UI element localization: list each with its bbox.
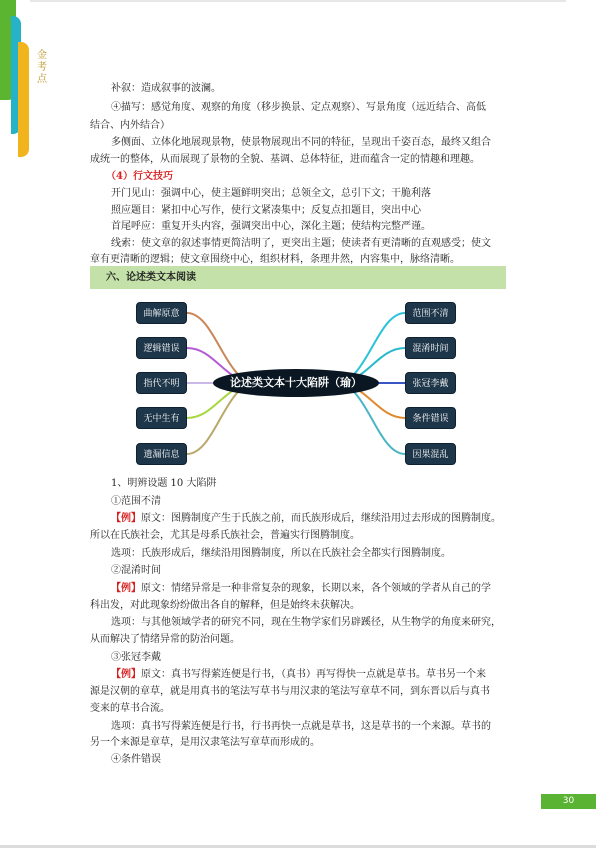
text-line: 另一个来源是章草，是用汉隶笔法写章草而形成的。 [90,737,320,748]
text-line: 开门见山：强调中心，使主题鲜明突出；总领全文，总引下文；干脆利落 [111,188,431,199]
text-line: 源是汉朝的章草，就是用真书的笔法写草书与用汉隶的笔法写章草不同，到东晋以后与真书 [90,686,490,697]
text-line: 选项：真书写得萦连便是行书，行书再快一点就是草书，这是草书的一个来源。草书的 [111,721,491,732]
mindmap-node: 混淆时间 [405,337,456,359]
text-line: 结合、内外结合） [90,120,170,131]
mindmap-node: 条件错误 [405,407,456,429]
example-tag: 【例】 [111,669,141,680]
text-line: 补叙：造成叙事的波澜。 [111,83,221,94]
mindmap-node: 因果混乱 [405,443,456,465]
mindmap-node: 曲解原意 [136,302,187,324]
text-line: 变来的草书合流。 [90,703,170,714]
side-label: 金考点 [37,50,47,85]
mindmap-node: 指代不明 [136,372,187,394]
text-line: ②混淆时间 [111,565,161,576]
subheading: （4）行文技巧 [106,171,173,182]
text-line [111,581,491,597]
text-line: 所以在氏族社会，尤其是母系氏族社会，普遍实行图腾制度。 [90,530,360,541]
mindmap-node: 遗漏信息 [136,443,187,465]
text-line: 章有更清晰的逻辑；使文章围绕中心，组织材料，条理井然，内容集中，脉络清晰。 [90,254,460,265]
example-tag: 【例】 [111,583,141,594]
mindmap-center: 论述类文本十大陷阱（瑜） [213,369,379,397]
text-line: ③张冠李戴 [111,652,161,663]
bottom-divider [0,845,596,848]
example-text: 原文：图腾制度产生于氏族之前，而氏族形成后，继续沿用过去形成的图腾制度。 [141,513,501,524]
text-line: ④描写：感觉角度、观察的角度（移步换景、定点观察）、写景角度（远近结合、高低 [111,102,486,113]
mindmap-node: 逻辑错误 [136,337,187,359]
text-line: 选项：氏族形成后，继续沿用图腾制度，所以在氏族社会全都实行图腾制度。 [111,548,451,559]
text-line: 科出发，对此现象纷纷做出各自的解释，但是始终未获解决。 [90,600,360,611]
text-line: ①范围不清 [111,496,161,507]
text-line: ④条件错误 [111,754,161,765]
section-heading: 六、论述类文本阅读 [106,272,196,283]
text-line: 成统一的整体，从而展现了景物的全貌、基调、总体特征，进而蕴含一定的情趣和理趣。 [90,154,480,165]
mindmap-node: 范围不清 [405,302,456,324]
mindmap-node: 无中生有 [136,407,187,429]
text-line [111,511,501,527]
example-text: 原文：情绪异常是一种非常复杂的现象，长期以来，各个领域的学者从自己的学 [141,583,491,594]
text-line: 多侧面、立体化地展现景物，使景物展现出不同的特征，呈现出千姿百态，最终又组合 [111,137,491,148]
text-line: 1、明辨设题 10 大陷阱 [111,478,217,489]
example-tag: 【例】 [111,513,141,524]
example-text: 原文：真书写得萦连便是行书，（真书）再写得快一点就是草书。草书另一个来 [141,669,486,680]
text-line: 从而解决了情绪异常的防治问题。 [90,634,240,645]
text-line: 照应题目：紧扣中心写作，使行文紧凑集中；反复点扣题目，突出中心 [111,205,421,216]
text-line [111,667,486,683]
page-number: 30 [541,794,596,809]
text-line: 选项：与其他领域学者的研究不同，现在生物学家们另辟蹊径，从生物学的角度来研究， [111,617,501,628]
text-line: 首尾呼应：重复开头内容，强调突出中心，深化主题；使结构完整严谨。 [111,221,431,232]
mindmap-node: 张冠李戴 [405,372,456,394]
text-line: 线索：使文章的叙述事情更简洁明了，更突出主题；使读者有更清晰的直观感受；使文 [111,238,491,249]
